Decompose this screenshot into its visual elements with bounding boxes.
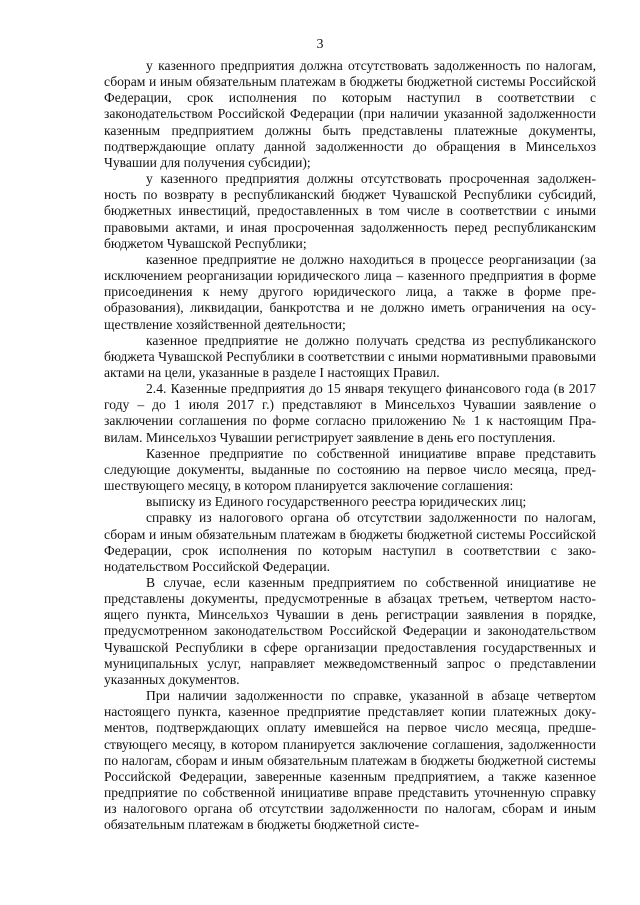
- paragraph-overdue-debt: у казенного предприятия должны отсутствовать просроченная задолженность по возврату в республиканский бюджет Чувашской Республики субсидий, бюджетных инвестиций, предоставленных в том числе в соответствии с иными правовыми актами, и иная просроченная задолженность перед республиканским бюджетом Чувашской Республики;: [104, 171, 596, 251]
- paragraph-own-initiative: Казенное предприятие по собственной инициативе вправе представить следующие документы, выданные по состоянию на первое число месяца, предшествующего месяцу, в котором планируется заключение соглашения:: [104, 445, 596, 494]
- paragraph-tax-debt: у казенного предприятия должна отсутствовать задолженность по налогам, сборам и иным обязательным платежам в бюджеты бюджетной системы Российской Федерации, срок исполнения по которым наступил в соответствии с законодательством Российской Федерации (при наличии указанной задолженности казенным предприятием должны быть представлены платежные документы, подтверждающие оплату данной задолженности до обращения в Минсельхоз Чувашии для получения субсидии);: [104, 58, 596, 170]
- page-number: 3: [316, 37, 324, 52]
- document-body: [104, 58, 596, 834]
- paragraph-payment-documents: При наличии задолженности по справке, указанной в абзаце четвертом настоящего пункта, казенное предприятие представляет копии платежных документов, подтверждающих оплату имевшейся на первое число месяца, предшествующего месяцу, в котором планируется заключение соглашения, задолженности по налогам, сборам и иным обязательным платежам в бюджеты бюджетной системы Российской Федерации, заверенные казенным предприятием, а также казенное предприятие по собственной инициативе вправе представить уточненную справку из налогового органа об отсутствии задолженности по налогам, сборам и иным обязательным платежам в бюджеты бюджетной систе-: [104, 688, 596, 833]
- paragraph-tax-certificate: справку из налогового органа об отсутствии задолженности по налогам, сборам и иным обязательным платежам в бюджеты бюджетной системы Российской Федерации, срок исполнения по которым наступил в соответствии с законодательством Российской Федерации.: [104, 510, 596, 574]
- paragraph-reorganization: казенное предприятие не должно находиться в процессе реорганизации (за исключением реорганизации юридического лица – казенного предприятия в форме присоединения к нему другого юридического лица, а также в форме преобразования), ликвидации, банкротства и не должно иметь ограничения на осуществление хозяйственной деятельности;: [104, 251, 596, 332]
- paragraph-other-funds: казенное предприятие не должно получать средства из республиканского бюджета Чувашской Республики в соответствии с иными нормативными правовыми актами на цели, указанные в разделе I настоящих Правил.: [104, 332, 596, 380]
- paragraph-register-extract: выписку из Единого государственного реестра юридических лиц;: [146, 494, 527, 510]
- paragraph-2-4-application: 2.4. Казенные предприятия до 15 января текущего финансового года (в 2017 году – до 1 июля 2017 г.) представляют в Минсельхоз Чувашии заявление о заключении соглашения по форме согласно приложению № 1 к настоящим Правилам. Минсельхоз Чувашии регистрирует заявление в день его поступления.: [104, 381, 596, 445]
- paragraph-interagency-request: В случае, если казенным предприятием по собственной инициативе не представлены документы, предусмотренные в абзацах третьем, четвертом настоящего пункта, Минсельхоз Чувашии в день регистрации заявления в порядке, предусмотренном законодательством Российской Федерации и законодательством Чувашской Республики в сфере организации предоставления государственных и муниципальных услуг, направляет межведомственный запрос о представлении указанных документов.: [104, 575, 596, 687]
